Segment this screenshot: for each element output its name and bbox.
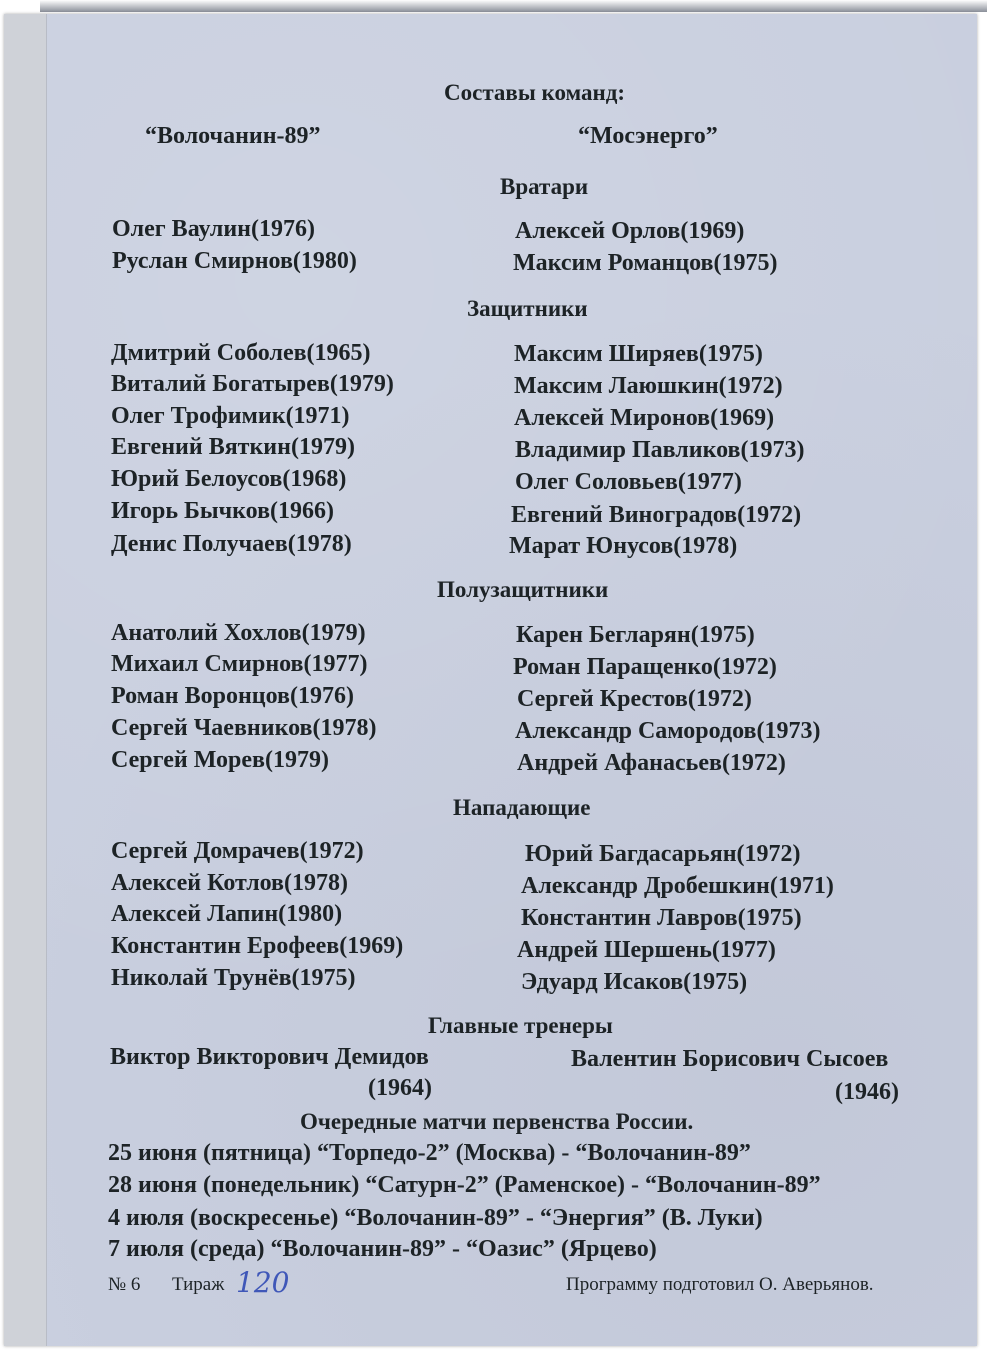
section-heading-forwards: Нападающие xyxy=(453,795,591,820)
match-item: 4 июля (воскресенье) “Волочанин-89” - “Энергия” (В. Луки) xyxy=(108,1205,763,1231)
home-player: Игорь Бычков(1966) xyxy=(111,498,335,524)
away-player: Константин Лавров(1975) xyxy=(521,905,802,931)
match-item: 25 июня (пятница) “Торпедо-2” (Москва) - “Волочанин-89” xyxy=(108,1140,751,1166)
away-player: Роман Паращенко(1972) xyxy=(513,654,777,680)
away-player: Максим Лаюшкин(1972) xyxy=(514,373,783,399)
home-coach-year: (1964) xyxy=(368,1075,432,1101)
match-item: 28 июня (понедельник) “Сатурн-2” (Раменское) - “Волочанин-89” xyxy=(108,1172,821,1198)
section-heading-defenders: Защитники xyxy=(467,296,588,321)
away-player: Алексей Миронов(1969) xyxy=(514,405,775,431)
section-heading-goalkeepers: Вратари xyxy=(500,174,589,199)
match-item: 7 июля (среда) “Волочанин-89” - “Оазис” (Ярцево) xyxy=(108,1236,657,1262)
away-player: Карен Бегларян(1975) xyxy=(516,622,755,648)
home-player: Сергей Домрачев(1972) xyxy=(111,838,364,864)
home-player: Сергей Чаевников(1978) xyxy=(111,715,377,741)
page-title: Составы команд: xyxy=(444,80,626,105)
home-player: Юрий Белоусов(1968) xyxy=(111,466,347,492)
home-player: Олег Трофимик(1971) xyxy=(111,403,350,429)
issue-number: № 6 xyxy=(108,1274,141,1295)
home-player: Дмитрий Соболев(1965) xyxy=(111,340,371,366)
away-coach-year: (1946) xyxy=(835,1079,899,1105)
home-player: Евгений Вяткин(1979) xyxy=(111,434,355,460)
away-player: Олег Соловьев(1977) xyxy=(515,469,742,495)
away-player: Сергей Крестов(1972) xyxy=(517,686,752,712)
home-player: Сергей Морев(1979) xyxy=(111,747,329,773)
away-player: Марат Юнусов(1978) xyxy=(509,533,738,559)
away-player: Андрей Шершень(1977) xyxy=(517,937,776,963)
home-player: Руслан Смирнов(1980) xyxy=(112,248,357,274)
section-heading-coaches: Главные тренеры xyxy=(428,1013,613,1038)
away-player: Юрий Багдасарьян(1972) xyxy=(525,841,801,867)
section-heading-matches: Очередные матчи первенства России. xyxy=(300,1109,694,1134)
page-binding-strip xyxy=(4,14,47,1346)
home-player: Алексей Лапин(1980) xyxy=(111,901,343,927)
away-player: Александр Дробешкин(1971) xyxy=(521,873,834,899)
print-run-handwritten: 120 xyxy=(236,1266,290,1299)
print-run-label: Тираж xyxy=(172,1274,225,1295)
home-player: Алексей Котлов(1978) xyxy=(111,870,348,896)
home-player: Олег Ваулин(1976) xyxy=(112,216,315,242)
away-player: Алексей Орлов(1969) xyxy=(515,218,745,244)
credit-line: Программу подготовил О. Аверьянов. xyxy=(566,1274,874,1295)
home-player: Денис Получаев(1978) xyxy=(111,531,352,557)
scan-top-shadow xyxy=(40,0,987,12)
away-player: Эдуард Исаков(1975) xyxy=(521,969,748,995)
away-player: Владимир Павликов(1973) xyxy=(515,437,805,463)
home-coach-name: Виктор Викторович Демидов xyxy=(110,1044,429,1070)
home-player: Анатолий Хохлов(1979) xyxy=(111,620,366,646)
away-player: Евгений Виноградов(1972) xyxy=(511,502,802,528)
away-player: Александр Самородов(1973) xyxy=(515,718,821,744)
home-player: Виталий Богатырев(1979) xyxy=(111,371,394,397)
away-player: Максим Романцов(1975) xyxy=(513,250,778,276)
home-team-name: “Волочанин-89” xyxy=(145,123,321,149)
home-player: Роман Воронцов(1976) xyxy=(111,683,354,709)
home-player: Михаил Смирнов(1977) xyxy=(111,651,368,677)
away-team-name: “Мосэнерго” xyxy=(578,123,718,149)
away-player: Андрей Афанасьев(1972) xyxy=(517,750,786,776)
section-heading-midfielders: Полузащитники xyxy=(437,577,609,602)
away-player: Максим Ширяев(1975) xyxy=(514,341,763,367)
away-coach-name: Валентин Борисович Сысоев xyxy=(571,1046,889,1072)
home-player: Николай Трунёв(1975) xyxy=(111,965,356,991)
home-player: Константин Ерофеев(1969) xyxy=(111,933,404,959)
